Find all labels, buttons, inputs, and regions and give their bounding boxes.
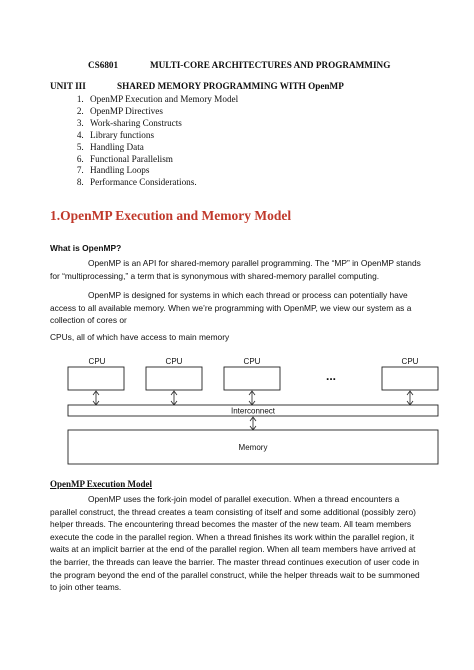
table-of-contents: [72, 94, 238, 189]
unit-title: SHARED MEMORY PROGRAMMING WITH OpenMP: [117, 81, 344, 91]
cpu-box: [382, 367, 438, 390]
memory-label: Memory: [238, 443, 268, 452]
question-heading: What is OpenMP?: [50, 243, 122, 253]
toc-item: 3. Work-sharing Constructs: [86, 118, 238, 130]
cpu-box: [68, 367, 124, 390]
toc-item: 2. OpenMP Directives: [86, 106, 238, 118]
ellipsis-label: ...: [325, 369, 337, 383]
shared-memory-diagram: [50, 356, 442, 466]
paragraph-execution-model: [50, 493, 425, 594]
cpu-label: CPU: [88, 357, 106, 366]
course-code: CS6801: [88, 60, 119, 70]
toc-item: 4. Library functions: [86, 130, 238, 142]
paragraph-design-text: OpenMP is designed for systems in which each thread or process can potentially have access to all available memory. When we’re programming with OpenMP, we view our system as a collection of cores or: [50, 290, 412, 326]
paragraph-design: [50, 289, 425, 327]
paragraph-cpus: CPUs, all of which have access to main memory: [50, 332, 230, 342]
cpu-label: CPU: [401, 357, 419, 366]
toc-item: 5. Handling Data: [86, 142, 238, 154]
unit-label: UNIT III: [50, 81, 86, 91]
section-heading: 1.OpenMP Execution and Memory Model: [50, 208, 292, 223]
toc-item: 6. Functional Parallelism: [86, 154, 238, 166]
interconnect-label: Interconnect: [230, 406, 276, 416]
cpu-label: CPU: [243, 357, 261, 366]
course-title: MULTI-CORE ARCHITECTURES AND PROGRAMMING: [150, 60, 391, 70]
paragraph-intro-text: OpenMP is an API for shared-memory parallel programming. The “MP” in OpenMP stands for “multiprocessing,” a term that is synonymous with shared-memory parallel computing.: [50, 258, 421, 281]
cpu-box: [224, 367, 280, 390]
toc-item: 8. Performance Considerations.: [86, 177, 238, 189]
paragraph-execution-model-text: OpenMP uses the fork-join model of parallel execution. When a thread encounters a parallel construct, the thread creates a team consisting of itself and some additional (possibly zero) helper threads. The encountering thread becomes the master of the new team. All team members execute the code in the parallel region. When a thread finishes its work within the parallel region, it waits at an implicit barrier at the end of the parallel region. When all team members have arrived at the barrier, the threads can leave the barrier. The master thread continues execution of user code in the program beyond the end of the parallel construct, while the helper threads wait to be summoned to join other teams.: [50, 494, 420, 593]
toc-item: 1. OpenMP Execution and Memory Model: [86, 94, 238, 106]
toc-item: 7. Handling Loops: [86, 165, 238, 177]
cpu-label: CPU: [165, 357, 183, 366]
cpu-box: [146, 367, 202, 390]
subsection-heading: OpenMP Execution Model: [50, 479, 152, 489]
paragraph-intro: [50, 257, 425, 282]
